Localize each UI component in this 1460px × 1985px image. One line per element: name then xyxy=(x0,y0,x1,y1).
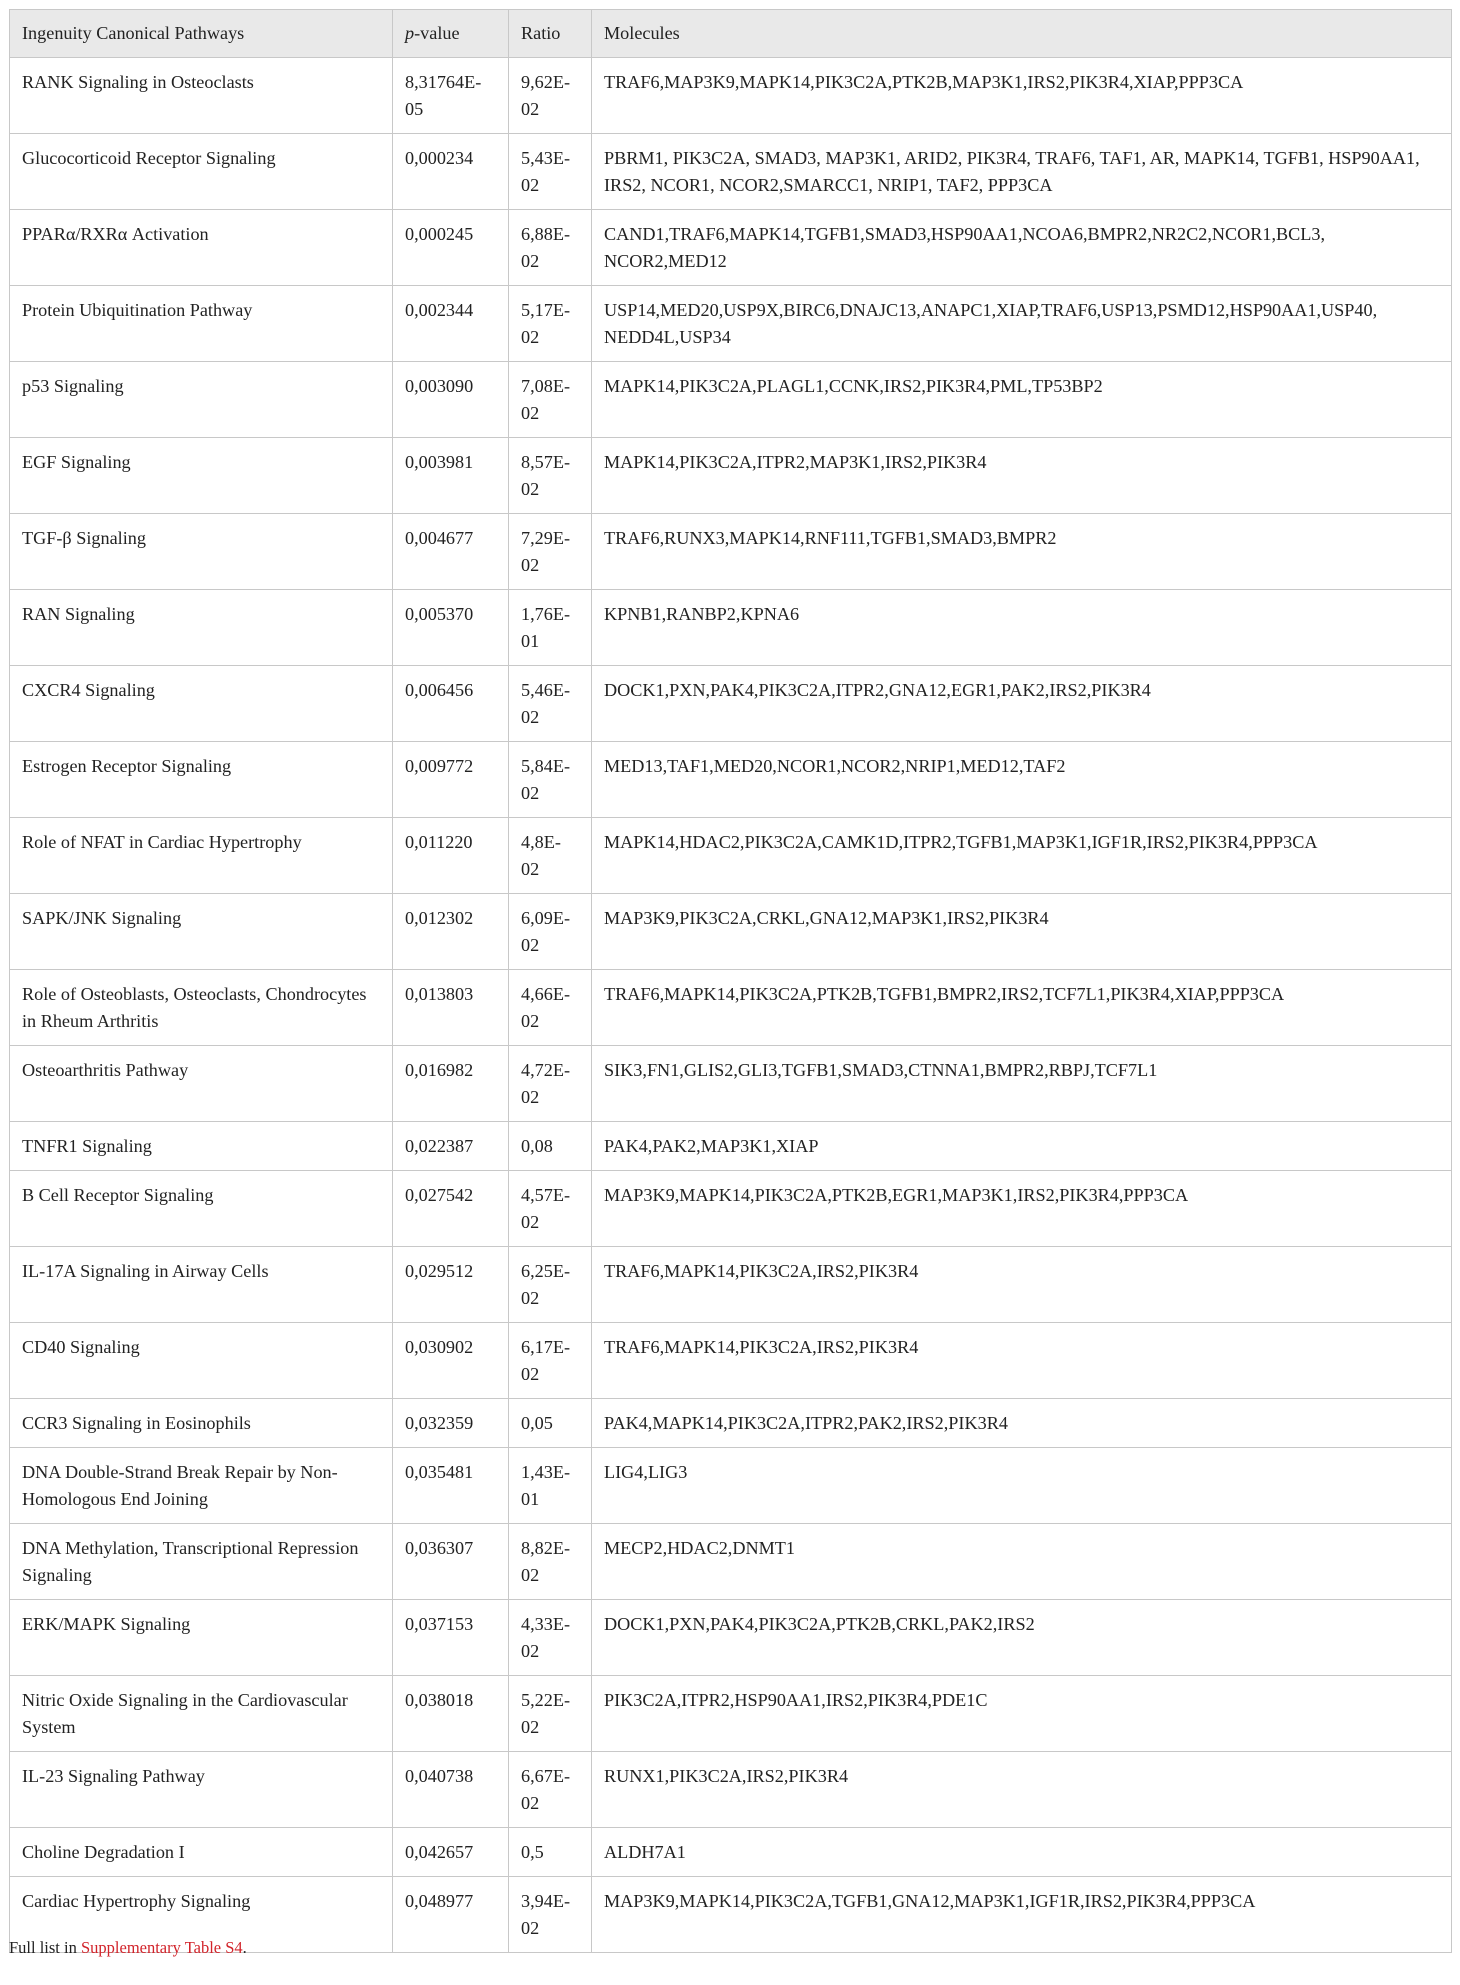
molecules-cell: RUNX1,PIK3C2A,IRS2,PIK3R4 xyxy=(592,1752,1452,1828)
ratio-cell: 5,17E-02 xyxy=(509,286,592,362)
pathway-name-cell: Estrogen Receptor Signaling xyxy=(10,742,393,818)
molecules-cell: PAK4,MAPK14,PIK3C2A,ITPR2,PAK2,IRS2,PIK3R4 xyxy=(592,1399,1452,1448)
pathway-name-cell: TGF-β Signaling xyxy=(10,514,393,590)
molecules-cell: USP14,MED20,USP9X,BIRC6,DNAJC13,ANAPC1,XIAP,TRAF6,USP13,PSMD12,HSP90AA1,USP40, NEDD4L,USP34 xyxy=(592,286,1452,362)
table-row xyxy=(10,666,1452,742)
table-row xyxy=(10,438,1452,514)
ratio-cell: 4,57E-02 xyxy=(509,1171,592,1247)
table-body xyxy=(10,58,1452,1953)
pathway-name-cell: IL-17A Signaling in Airway Cells xyxy=(10,1247,393,1323)
p-value-cell: 0,012302 xyxy=(393,894,509,970)
table-row xyxy=(10,1752,1452,1828)
table-row xyxy=(10,1122,1452,1171)
p-value-cell: 0,000245 xyxy=(393,210,509,286)
molecules-cell: MED13,TAF1,MED20,NCOR1,NCOR2,NRIP1,MED12,TAF2 xyxy=(592,742,1452,818)
table-row xyxy=(10,1600,1452,1676)
pathway-name-cell: IL-23 Signaling Pathway xyxy=(10,1752,393,1828)
pathway-name-cell: Role of Osteoblasts, Osteoclasts, Chondrocytes in Rheum Arthritis xyxy=(10,970,393,1046)
p-value-cell: 0,004677 xyxy=(393,514,509,590)
pathway-name-cell: DNA Methylation, Transcriptional Repression Signaling xyxy=(10,1524,393,1600)
table-row xyxy=(10,1171,1452,1247)
pathway-name-cell: CD40 Signaling xyxy=(10,1323,393,1399)
molecules-cell: PBRM1, PIK3C2A, SMAD3, MAP3K1, ARID2, PIK3R4, TRAF6, TAF1, AR, MAPK14, TGFB1, HSP90AA1, IRS2, NCOR1, NCOR2,SMARCC1, NRIP1, TAF2, PPP3CA xyxy=(592,134,1452,210)
p-value-cell: 0,027542 xyxy=(393,1171,509,1247)
pathway-name-cell: Protein Ubiquitination Pathway xyxy=(10,286,393,362)
pathway-name-cell: Osteoarthritis Pathway xyxy=(10,1046,393,1122)
table-row xyxy=(10,1676,1452,1752)
molecules-cell: TRAF6,RUNX3,MAPK14,RNF111,TGFB1,SMAD3,BMPR2 xyxy=(592,514,1452,590)
pathway-name-cell: p53 Signaling xyxy=(10,362,393,438)
p-value-cell: 0,005370 xyxy=(393,590,509,666)
pathway-name-cell: DNA Double-Strand Break Repair by Non-Homologous End Joining xyxy=(10,1448,393,1524)
ratio-cell: 7,08E-02 xyxy=(509,362,592,438)
table-row xyxy=(10,970,1452,1046)
table-header xyxy=(10,10,1452,58)
pathway-name-cell: Nitric Oxide Signaling in the Cardiovascular System xyxy=(10,1676,393,1752)
ratio-cell: 5,43E-02 xyxy=(509,134,592,210)
ratio-cell: 8,57E-02 xyxy=(509,438,592,514)
pathway-name-cell: Glucocorticoid Receptor Signaling xyxy=(10,134,393,210)
header-molecules: Molecules xyxy=(592,10,1452,58)
supplementary-table-link[interactable]: Supplementary Table S4 xyxy=(80,1938,243,1957)
ratio-cell: 7,29E-02 xyxy=(509,514,592,590)
molecules-cell: MAP3K9,MAPK14,PIK3C2A,PTK2B,EGR1,MAP3K1,IRS2,PIK3R4,PPP3CA xyxy=(592,1171,1452,1247)
p-value-cell: 0,013803 xyxy=(393,970,509,1046)
ratio-cell: 4,8E-02 xyxy=(509,818,592,894)
p-value-cell: 0,037153 xyxy=(393,1600,509,1676)
ratio-cell: 6,67E-02 xyxy=(509,1752,592,1828)
table-footnote xyxy=(9,1937,247,1959)
table-row xyxy=(10,286,1452,362)
molecules-cell: LIG4,LIG3 xyxy=(592,1448,1452,1524)
pathway-name-cell: TNFR1 Signaling xyxy=(10,1122,393,1171)
p-value-cell: 0,035481 xyxy=(393,1448,509,1524)
p-value-cell: 0,000234 xyxy=(393,134,509,210)
pathway-name-cell: ERK/MAPK Signaling xyxy=(10,1600,393,1676)
molecules-cell: MAPK14,PIK3C2A,ITPR2,MAP3K1,IRS2,PIK3R4 xyxy=(592,438,1452,514)
molecules-cell: TRAF6,MAPK14,PIK3C2A,IRS2,PIK3R4 xyxy=(592,1247,1452,1323)
molecules-cell: MAP3K9,MAPK14,PIK3C2A,TGFB1,GNA12,MAP3K1,IGF1R,IRS2,PIK3R4,PPP3CA xyxy=(592,1877,1452,1953)
ratio-cell: 8,82E-02 xyxy=(509,1524,592,1600)
p-value-cell: 0,038018 xyxy=(393,1676,509,1752)
molecules-cell: TRAF6,MAPK14,PIK3C2A,IRS2,PIK3R4 xyxy=(592,1323,1452,1399)
molecules-cell: SIK3,FN1,GLIS2,GLI3,TGFB1,SMAD3,CTNNA1,BMPR2,RBPJ,TCF7L1 xyxy=(592,1046,1452,1122)
pathway-name-cell: B Cell Receptor Signaling xyxy=(10,1171,393,1247)
pathway-name-cell: CCR3 Signaling in Eosinophils xyxy=(10,1399,393,1448)
table-row xyxy=(10,590,1452,666)
table-row xyxy=(10,742,1452,818)
table-row xyxy=(10,514,1452,590)
table-row xyxy=(10,210,1452,286)
table-row xyxy=(10,1247,1452,1323)
molecules-cell: PIK3C2A,ITPR2,HSP90AA1,IRS2,PIK3R4,PDE1C xyxy=(592,1676,1452,1752)
ratio-cell: 6,09E-02 xyxy=(509,894,592,970)
pathway-name-cell: EGF Signaling xyxy=(10,438,393,514)
molecules-cell: MAPK14,PIK3C2A,PLAGL1,CCNK,IRS2,PIK3R4,PML,TP53BP2 xyxy=(592,362,1452,438)
p-value-cell: 8,31764E-05 xyxy=(393,58,509,134)
molecules-cell: PAK4,PAK2,MAP3K1,XIAP xyxy=(592,1122,1452,1171)
footnote-prefix: Full list in xyxy=(9,1938,81,1957)
p-value-cell: 0,022387 xyxy=(393,1122,509,1171)
molecules-cell: TRAF6,MAP3K9,MAPK14,PIK3C2A,PTK2B,MAP3K1,IRS2,PIK3R4,XIAP,PPP3CA xyxy=(592,58,1452,134)
footnote-suffix: . xyxy=(242,1938,247,1957)
header-ratio: Ratio xyxy=(509,10,592,58)
pathway-name-cell: Role of NFAT in Cardiac Hypertrophy xyxy=(10,818,393,894)
p-value-cell: 0,042657 xyxy=(393,1828,509,1877)
pathways-table xyxy=(9,9,1452,1953)
ratio-cell: 4,33E-02 xyxy=(509,1600,592,1676)
header-p-value xyxy=(393,10,509,58)
ratio-cell: 1,76E-01 xyxy=(509,590,592,666)
header-row xyxy=(10,10,1452,58)
p-value-cell: 0,036307 xyxy=(393,1524,509,1600)
pathway-name-cell: SAPK/JNK Signaling xyxy=(10,894,393,970)
molecules-cell: KPNB1,RANBP2,KPNA6 xyxy=(592,590,1452,666)
table-row xyxy=(10,134,1452,210)
molecules-cell: TRAF6,MAPK14,PIK3C2A,PTK2B,TGFB1,BMPR2,IRS2,TCF7L1,PIK3R4,XIAP,PPP3CA xyxy=(592,970,1452,1046)
table-row xyxy=(10,894,1452,970)
pathway-name-cell: Cardiac Hypertrophy Signaling xyxy=(10,1877,393,1953)
ratio-cell: 5,22E-02 xyxy=(509,1676,592,1752)
p-value-cell: 0,040738 xyxy=(393,1752,509,1828)
p-value-cell: 0,032359 xyxy=(393,1399,509,1448)
molecules-cell: MAP3K9,PIK3C2A,CRKL,GNA12,MAP3K1,IRS2,PIK3R4 xyxy=(592,894,1452,970)
ratio-cell: 0,5 xyxy=(509,1828,592,1877)
pathway-name-cell: RANK Signaling in Osteoclasts xyxy=(10,58,393,134)
molecules-cell: ALDH7A1 xyxy=(592,1828,1452,1877)
pathway-name-cell: CXCR4 Signaling xyxy=(10,666,393,742)
ratio-cell: 4,72E-02 xyxy=(509,1046,592,1122)
table-row xyxy=(10,1323,1452,1399)
header-p-rest: -value xyxy=(414,23,460,43)
table-row xyxy=(10,362,1452,438)
ratio-cell: 5,46E-02 xyxy=(509,666,592,742)
ratio-cell: 6,88E-02 xyxy=(509,210,592,286)
ratio-cell: 6,17E-02 xyxy=(509,1323,592,1399)
pathway-name-cell: PPARα/RXRα Activation xyxy=(10,210,393,286)
p-value-cell: 0,048977 xyxy=(393,1877,509,1953)
ratio-cell: 5,84E-02 xyxy=(509,742,592,818)
ratio-cell: 4,66E-02 xyxy=(509,970,592,1046)
p-value-cell: 0,009772 xyxy=(393,742,509,818)
p-value-cell: 0,011220 xyxy=(393,818,509,894)
ratio-cell: 3,94E-02 xyxy=(509,1877,592,1953)
ratio-cell: 0,08 xyxy=(509,1122,592,1171)
table-row xyxy=(10,58,1452,134)
molecules-cell: MECP2,HDAC2,DNMT1 xyxy=(592,1524,1452,1600)
table-row xyxy=(10,818,1452,894)
pathway-name-cell: Choline Degradation I xyxy=(10,1828,393,1877)
header-pathway: Ingenuity Canonical Pathways xyxy=(10,10,393,58)
p-value-cell: 0,002344 xyxy=(393,286,509,362)
molecules-cell: MAPK14,HDAC2,PIK3C2A,CAMK1D,ITPR2,TGFB1,MAP3K1,IGF1R,IRS2,PIK3R4,PPP3CA xyxy=(592,818,1452,894)
table-row xyxy=(10,1046,1452,1122)
p-value-cell: 0,029512 xyxy=(393,1247,509,1323)
table-row xyxy=(10,1448,1452,1524)
table-row xyxy=(10,1524,1452,1600)
ratio-cell: 6,25E-02 xyxy=(509,1247,592,1323)
p-value-cell: 0,016982 xyxy=(393,1046,509,1122)
ratio-cell: 0,05 xyxy=(509,1399,592,1448)
ratio-cell: 1,43E-01 xyxy=(509,1448,592,1524)
molecules-cell: DOCK1,PXN,PAK4,PIK3C2A,PTK2B,CRKL,PAK2,IRS2 xyxy=(592,1600,1452,1676)
pathway-name-cell: RAN Signaling xyxy=(10,590,393,666)
header-p-italic: p xyxy=(405,23,415,43)
molecules-cell: CAND1,TRAF6,MAPK14,TGFB1,SMAD3,HSP90AA1,NCOA6,BMPR2,NR2C2,NCOR1,BCL3, NCOR2,MED12 xyxy=(592,210,1452,286)
table-row xyxy=(10,1399,1452,1448)
p-value-cell: 0,003090 xyxy=(393,362,509,438)
ratio-cell: 9,62E-02 xyxy=(509,58,592,134)
table-row xyxy=(10,1828,1452,1877)
p-value-cell: 0,030902 xyxy=(393,1323,509,1399)
molecules-cell: DOCK1,PXN,PAK4,PIK3C2A,ITPR2,GNA12,EGR1,PAK2,IRS2,PIK3R4 xyxy=(592,666,1452,742)
p-value-cell: 0,006456 xyxy=(393,666,509,742)
p-value-cell: 0,003981 xyxy=(393,438,509,514)
